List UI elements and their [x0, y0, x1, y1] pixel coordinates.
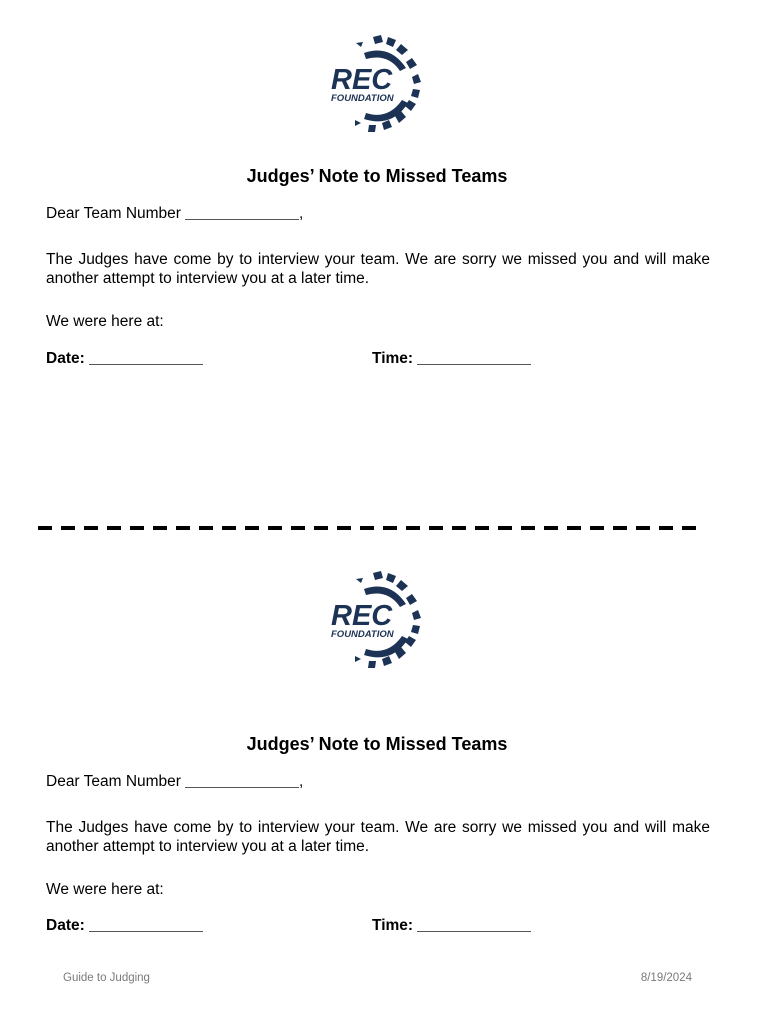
- logo-subtitle: FOUNDATION: [331, 629, 394, 640]
- dear-team-line: [46, 773, 303, 791]
- footer-doc-title: Guide to Judging: [63, 972, 150, 984]
- time-label: Time:: [372, 350, 414, 367]
- dear-suffix: ,: [298, 205, 304, 222]
- dear-label: Dear Team Number: [46, 205, 181, 222]
- logo-wordmark: REC: [331, 64, 393, 96]
- footer-date: 8/19/2024: [640, 972, 692, 984]
- time-blank[interactable]: [417, 363, 531, 365]
- time-label: Time:: [372, 917, 414, 934]
- date-label: Date:: [46, 350, 85, 367]
- date-field: [46, 350, 203, 368]
- rec-foundation-logo: [328, 570, 428, 672]
- note-title: Judges’ Note to Missed Teams: [246, 166, 508, 186]
- here-at-label: We were here at:: [46, 881, 164, 898]
- time-blank[interactable]: [417, 930, 531, 932]
- note-body: The Judges have come by to interview your team. We are sorry we missed you and will make another attempt to interview you at a later time.: [46, 251, 710, 287]
- date-field: [46, 917, 203, 935]
- team-number-blank[interactable]: [185, 218, 299, 220]
- cut-line-divider: [38, 526, 702, 530]
- date-blank[interactable]: [89, 363, 203, 365]
- rec-foundation-logo: [328, 34, 428, 136]
- time-field: [372, 917, 531, 935]
- logo-wordmark: REC: [331, 600, 393, 632]
- date-blank[interactable]: [89, 930, 203, 932]
- note-top: [0, 0, 768, 400]
- dear-label: Dear Team Number: [46, 773, 181, 790]
- dear-suffix: ,: [298, 773, 304, 790]
- date-label: Date:: [46, 917, 85, 934]
- here-at-label: We were here at:: [46, 313, 164, 330]
- note-body: The Judges have come by to interview your team. We are sorry we missed you and will make another attempt to interview you at a later time.: [46, 819, 710, 855]
- dear-team-line: [46, 205, 303, 223]
- time-field: [372, 350, 531, 368]
- logo-subtitle: FOUNDATION: [331, 93, 394, 104]
- team-number-blank[interactable]: [185, 786, 299, 788]
- note-bottom: [0, 568, 768, 968]
- note-title: Judges’ Note to Missed Teams: [246, 734, 508, 754]
